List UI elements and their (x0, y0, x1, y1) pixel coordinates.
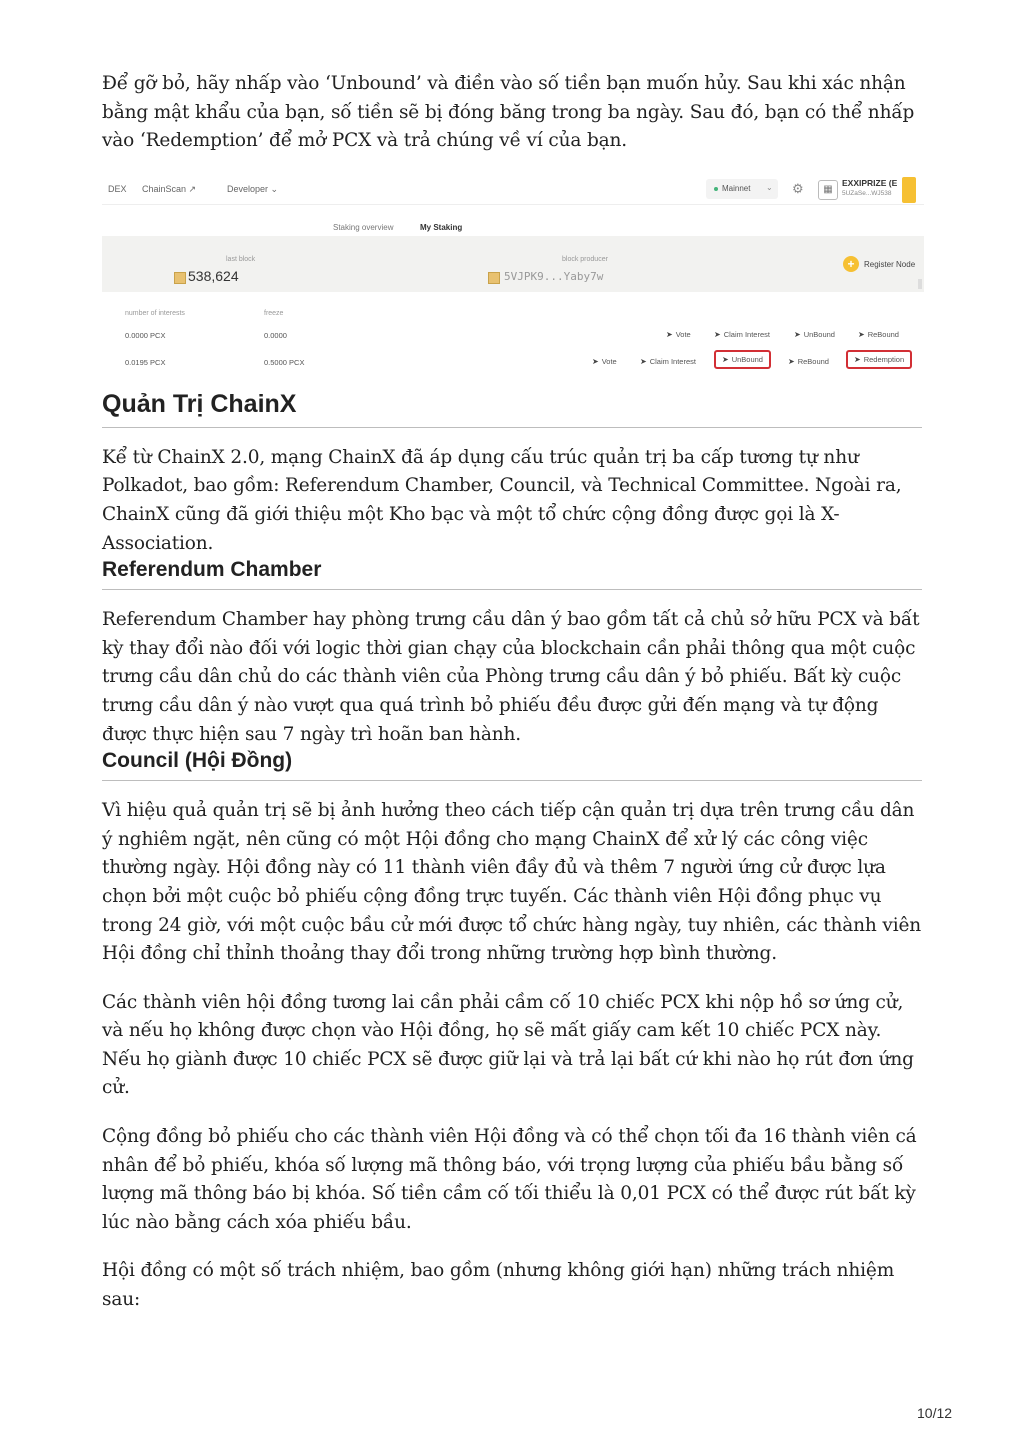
app-navbar (102, 174, 924, 204)
governance-heading: Quản Trị ChainX (102, 390, 922, 428)
row2-interest: 0.0195 PCX (125, 357, 166, 367)
page-number: 10/12 (917, 1405, 953, 1421)
send-icon: ➤ (854, 354, 861, 364)
network-status-dot (714, 187, 718, 191)
council-heading: Council (Hội Đồng) (102, 749, 922, 781)
referendum-paragraph: Referendum Chamber hay phòng trưng cầu dân ý bao gồm tất cả chủ sở hữu PCX và bất kỳ thay đổi nào đối với logic thời gian chạy của blockchain cần phải thông qua một cuộc trưng cầu dân chủ do các thành viên của Phòng trưng cầu dân ý bỏ phiếu. Bất kỳ cuộc trưng cầu dân ý nào vượt qua quá trình bỏ phiếu đều được gửi đến mạng và tự động được thực hiện sau 7 ngày trì hoãn ban hành. (102, 609, 920, 745)
council-paragraph-1: Vì hiệu quả quản trị sẽ bị ảnh hưởng theo cách tiếp cận quản trị dựa trên trưng cầu dân ý nghiêm ngặt, nên cũng có một Hội đồng cho mạng ChainX để xử lý các công việc thường ngày. Hội đồng này có 11 thành viên đầy đủ và thêm 7 người ứng cử được lựa chọn bởi một cuộc bỏ phiếu cộng đồng trực tuyến. Các thành viên Hội đồng phục vụ trong 24 giờ, với một cuộc bầu cử mới được tổ chức hàng ngày, tuy nhiên, các thành viên Hội đồng chỉ thỉnh thoảng thay đổi trong những trường hợp bình thường. (102, 800, 922, 965)
send-icon: ➤ (722, 354, 729, 364)
account-menu-tab (902, 177, 916, 203)
last-block-label: last block (226, 255, 256, 263)
block-producer-value: 5VJPK9...Yaby7w (504, 269, 604, 283)
gear-icon: ⚙ (792, 180, 804, 196)
network-select (706, 179, 778, 199)
network-label: Mainnet (722, 183, 751, 193)
staking-tabs (102, 204, 924, 237)
send-icon: ➤ (794, 329, 801, 339)
col-interests-header: number of interests (125, 309, 185, 317)
row2-unbound-highlighted: ➤ UnBound (714, 350, 771, 369)
chevron-down-icon: ⌄ (766, 182, 773, 192)
account-icon: ▦ (818, 180, 838, 200)
nav-dex: DEX (108, 183, 127, 194)
account-name: EXXIPRIZE (E (842, 177, 898, 188)
row1-freeze: 0.0000 (264, 330, 287, 340)
row2-redemption-highlighted: ➤ Redemption (846, 350, 912, 369)
article-body (102, 70, 922, 1315)
send-icon: ➤ (714, 329, 721, 339)
council-paragraph-2: Các thành viên hội đồng tương lai cần phải cầm cố 10 chiếc PCX khi nộp hồ sơ ứng cử, và nếu họ không được chọn vào Hội đồng, họ sẽ mất giấy cam kết 10 chiếc PCX này. Nếu họ giành được 10 chiếc PCX sẽ được giữ lại và trả lại bất cứ khi nào họ rút đơn ứng cử. (102, 991, 914, 1099)
council-paragraph-4: Hội đồng có một số trách nhiệm, bao gồm (nhưng không giới hạn) những trách nhiệm sau: (102, 1260, 895, 1311)
send-icon: ➤ (788, 356, 795, 366)
row1-vote: ➤ Vote (666, 329, 691, 339)
row2-rebound: ➤ ReBound (788, 356, 829, 366)
register-node-button: Register Node (864, 259, 916, 269)
stats-band (102, 236, 924, 292)
block-icon (174, 272, 186, 284)
last-block-value: 538,624 (188, 267, 239, 284)
producer-icon (488, 272, 500, 284)
tab-staking-overview: Staking overview (333, 222, 394, 232)
row1-interest: 0.0000 PCX (125, 330, 166, 340)
block-producer-label: block producer (562, 255, 608, 263)
col-freeze-header: freeze (264, 309, 284, 317)
row2-claim-interest: ➤ Claim Interest (640, 356, 696, 366)
nav-developer: Developer ⌄ (227, 183, 279, 194)
intro-paragraph: Để gỡ bỏ, hãy nhấp vào ‘Unbound’ và điền vào số tiền bạn muốn hủy. Sau khi xác nhận bằng mật khẩu của bạn, số tiền sẽ bị đóng băng trong ba ngày. Sau đó, bạn có thể nhấp vào ‘Redemption’ để mở PCX và trả chúng về ví của bạn. (102, 73, 915, 152)
referendum-heading: Referendum Chamber (102, 558, 922, 590)
nav-chainscan: ChainScan ↗ (142, 183, 197, 194)
scrollbar (918, 279, 922, 289)
row1-claim-interest: ➤ Claim Interest (714, 329, 770, 339)
row2-freeze: 0.5000 PCX (264, 357, 305, 367)
governance-paragraph: Kể từ ChainX 2.0, mạng ChainX đã áp dụng cấu trúc quản trị ba cấp tương tự như Polkadot, bao gồm: Referendum Chamber, Council, và Technical Committee. Ngoài ra, ChainX cũng đã giới thiệu một Kho bạc và một tổ chức cộng đồng được gọi là X-Association. (102, 446, 902, 554)
send-icon: ➤ (858, 329, 865, 339)
plus-icon: + (843, 256, 859, 272)
send-icon: ➤ (666, 329, 673, 339)
row1-unbound: ➤ UnBound (794, 329, 835, 339)
tab-my-staking: My Staking (420, 222, 463, 232)
council-paragraph-3: Cộng đồng bỏ phiếu cho các thành viên Hội đồng và có thể chọn tối đa 16 thành viên cá nhân để bỏ phiếu, khóa số lượng mã thông báo, với trọng lượng của phiếu bầu bằng số lượng mã thông báo bị khóa. Số tiền cầm cố tối thiểu là 0,01 PCX có thể được rút bất kỳ lúc nào bằng cách xóa phiếu bầu. (102, 1126, 917, 1233)
send-icon: ➤ (592, 356, 599, 366)
send-icon: ➤ (640, 356, 647, 366)
row1-rebound: ➤ ReBound (858, 329, 899, 339)
account-address: 5UZaSe...WJ538 (842, 189, 892, 197)
staking-screenshot (102, 174, 924, 390)
row2-vote: ➤ Vote (592, 356, 617, 366)
